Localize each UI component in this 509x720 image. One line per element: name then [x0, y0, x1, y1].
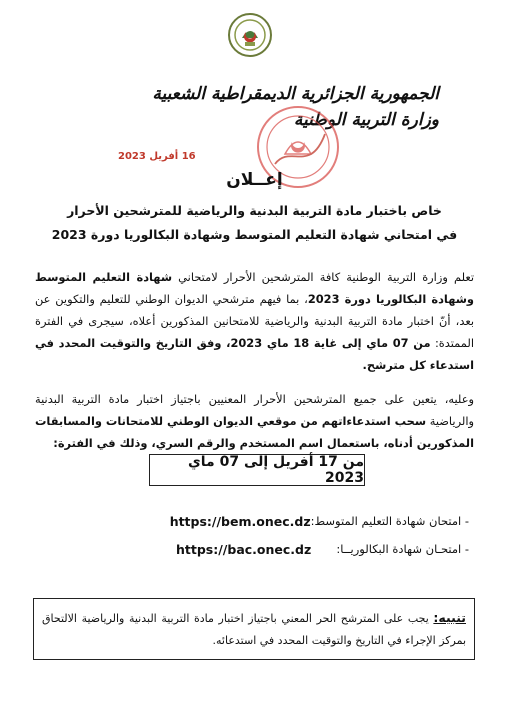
p2-intro: وعليه، يتعين على جميع المترشحين الأحرار المعنيين باجتياز اختبار مادة التربية البدنية والرياضية	[35, 392, 474, 428]
exam-label-bem: - امتحان شهادة التعليم المتوسط:	[310, 514, 469, 528]
paragraph-1	[35, 266, 474, 376]
bem-link[interactable]: https://bem.onec.dz	[169, 513, 311, 529]
national-emblem-icon	[227, 12, 273, 58]
exam-row-bem	[40, 510, 469, 532]
p1-middle: ، بما فيهم مترشحي الديوان الوطني للتعليم والتكوين عن بعد، أنّ اختبار مادة التربية البدنية والرياضية للامتحانين المذكورين أعلاه، سيجرى في الفترة الممتدة:	[35, 292, 474, 350]
p1-dates: من 07 ماي إلى غاية 18 ماي 2023، وفق التاريخ والتوقيت المحدد في استدعاء كل مترشح.	[35, 336, 474, 372]
notice-box	[33, 598, 475, 660]
p2-instruction: سحب استدعاءاتهم من موقعي الديوان الوطني للامتحانات والمسابقات المذكورين أدناه، باستعمال اسم المستخدم والرقم السري، وذلك في الفترة:	[34, 414, 474, 450]
announcement-body	[35, 266, 474, 466]
download-period-box: من 17 أفريل إلى 07 ماي 2023	[149, 454, 365, 486]
announcement-title: إعــلان	[226, 170, 283, 190]
paragraph-2	[35, 388, 474, 454]
country-name: الجمهورية الجزائرية الديمقراطية الشعبية	[152, 84, 439, 104]
p1-intro: تعلم وزارة التربية الوطنية كافة المترشحين الأحرار لامتحاني	[172, 270, 475, 284]
p1-exams: شهادة التعليم المتوسط وشهادة البكالوريا دورة 2023	[35, 270, 475, 306]
notice-text: يجب على المترشح الحر المعني باجتياز اختبار مادة التربية البدنية والرياضية الالتحاق بمركز الإجراء في التاريخ والتوقيت المحدد في استدعائه.	[42, 612, 466, 647]
exam-row-bac	[40, 538, 469, 560]
exam-label-bac: - امتحـان شهادة البكالوريــا:	[336, 542, 469, 556]
document-date: 16 أفريل 2023	[118, 151, 196, 162]
announcement-subtitle-1: خاص باختبار مادة التربية البدنية والرياضية للمترشحين الأحرار	[67, 203, 442, 218]
notice-heading: تنبيه:	[433, 610, 466, 625]
ministry-name: وزارة التربية الوطنية	[293, 110, 439, 130]
announcement-subtitle-2: في امتحاني شهادة التعليم المتوسط وشهادة البكالوريا دورة 2023	[51, 227, 458, 242]
bac-link[interactable]: https://bac.onec.dz	[176, 541, 312, 557]
